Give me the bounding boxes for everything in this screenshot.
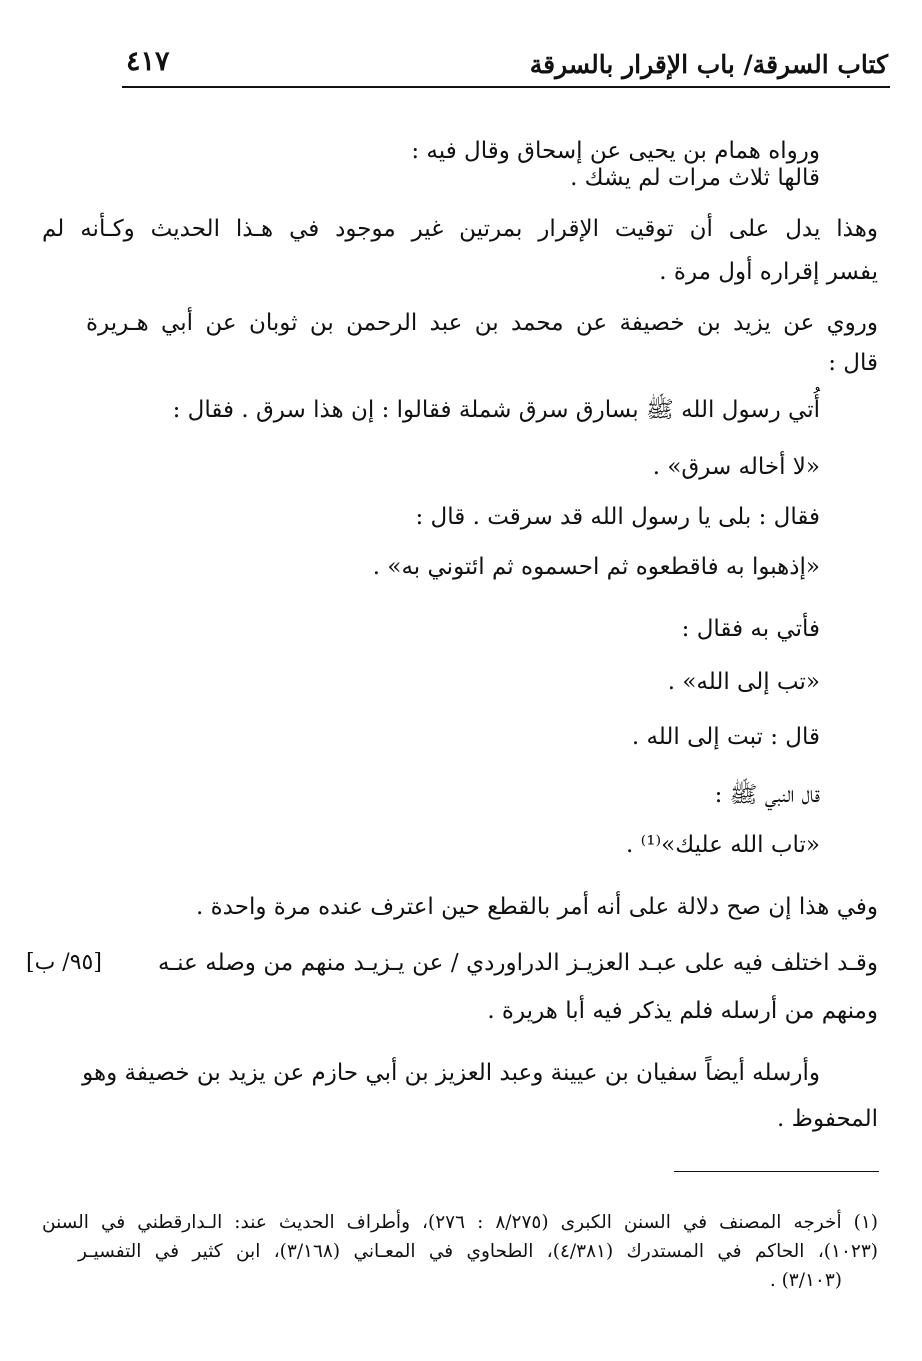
text-line: قال النبي ﷺ : <box>714 782 820 808</box>
chapter-title: كتاب السرقة/ باب الإقرار بالسرقة <box>529 50 888 79</box>
text-line: قالها ثلاث مرات لم يشك . <box>570 165 820 191</box>
page-number: ٤١٧ <box>126 46 170 77</box>
text-line: أُتي رسول الله ﷺ بسارق سرق شملة فقالوا : إن هذا سرق . فقال : <box>172 397 820 423</box>
text-line: فقال : بلى يا رسول الله قد سرقت . قال : <box>415 504 820 530</box>
text-line: وقـد اختلف فيه على عبـد العزيـز الدراوردي / عن يـزيـد منهم من وصله عنـه <box>158 950 878 976</box>
text-line: ومنهم من أرسله فلم يذكر فيه أبا هريرة . <box>487 998 878 1024</box>
text-line: المحفوظ . <box>777 1106 878 1132</box>
footnote-line: (٣/١٠٣) . <box>769 1270 842 1291</box>
text-line: وفي هذا إن صح دلالة على أنه أمر بالقطع حين اعترف عنده مرة واحدة . <box>195 894 878 920</box>
page-header <box>122 40 890 88</box>
text-line: «إذهبوا به فاقطعوه ثم احسموه ثم ائتوني به» . <box>372 554 820 580</box>
text-line: «تب إلى الله» . <box>667 669 820 695</box>
text-line: «تاب الله عليك»⁽¹⁾ . <box>626 832 820 858</box>
footnote-line: (١) أخرجه المصنف في السنن الكبرى (٨/٢٧٥ : ٢٧٦)، وأطراف الحديث عند: الـدارقطني في السنن <box>42 1212 878 1233</box>
footnote-line: (١٠٢٣)، الحاكم في المستدرك (٤/٣٨١)، الطحاوي في المعـاني (٣/١٦٨)، ابن كثير في التفسيـر <box>78 1241 878 1262</box>
text-line: وروي عن يزيد بن خصيفة عن محمد بن عبد الرحمن بن ثوبان عن أبي هـريرة <box>86 310 878 336</box>
footnote-separator <box>674 1171 879 1172</box>
text-line: «لا أخاله سرق» . <box>652 454 820 480</box>
folio-margin-note: [٩٥/ ب] <box>26 950 102 975</box>
text-line: وأرسله أيضاً سفيان بن عيينة وعبد العزيز بن أبي حازم عن يزيد بن خصيفة وهو <box>82 1060 820 1086</box>
text-line: قال : <box>828 350 878 376</box>
text-line: قال : تبت إلى الله . <box>631 724 820 750</box>
text-line: وهذا يدل على أن توقيت الإقرار بمرتين غير موجود في هـذا الحديث وكـأنه لم <box>42 216 878 242</box>
text-line: يفسر إقراره أول مرة . <box>659 259 878 285</box>
text-line: ورواه همام بن يحيى عن إسحاق وقال فيه : <box>411 138 820 164</box>
text-line: فأتي به فقال : <box>681 616 820 642</box>
